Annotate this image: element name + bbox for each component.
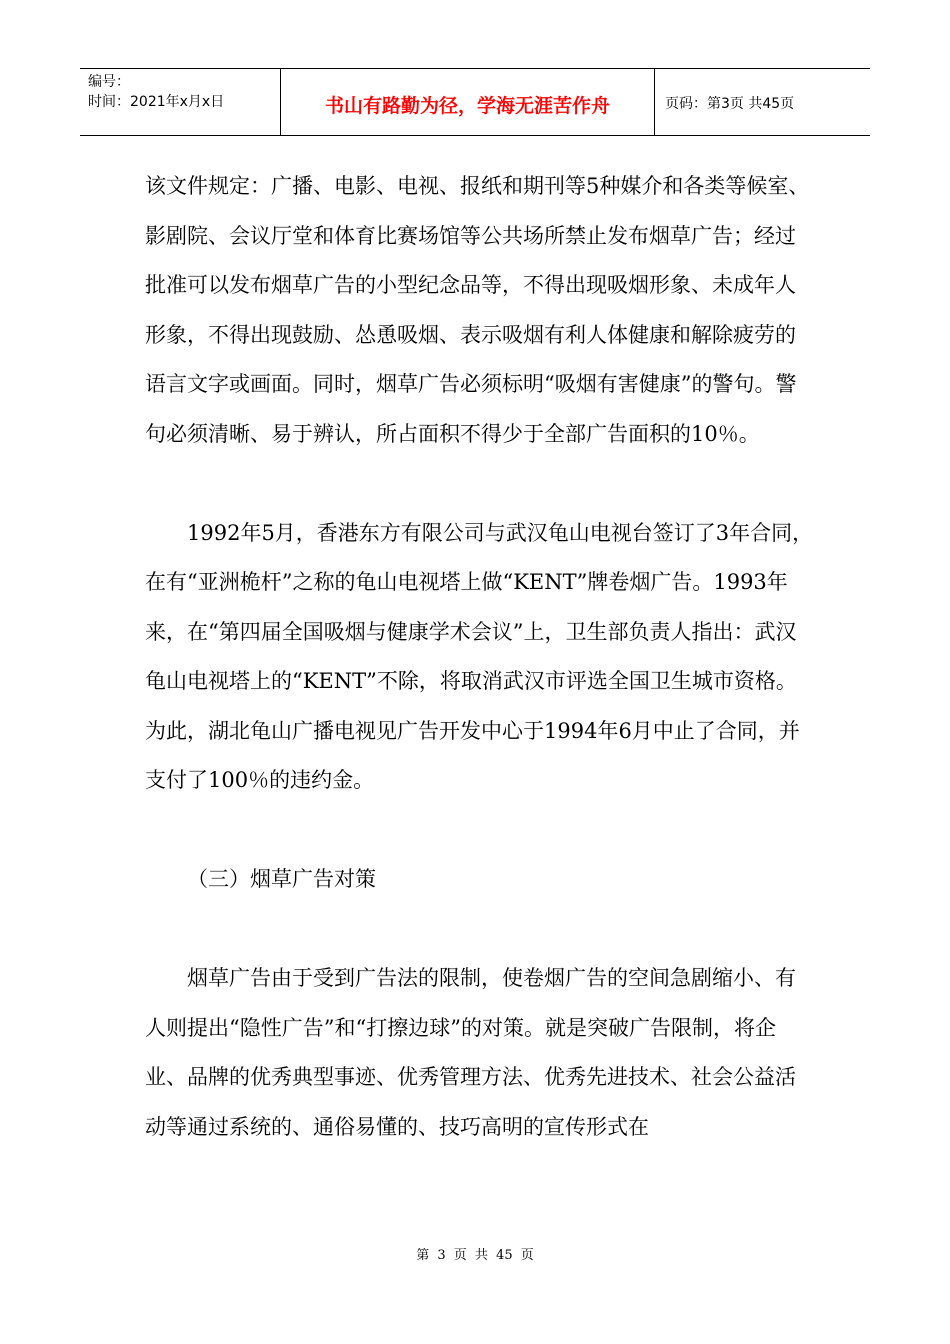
paragraph-gap — [145, 905, 815, 955]
section-heading: （三）烟草广告对策 — [187, 867, 376, 891]
header-meta — [80, 69, 281, 135]
page-header — [80, 68, 870, 136]
paragraph-2: 1992年5月，香港东方有限公司与武汉龟山电视台签订了3年合同，在有“亚洲桅杆”之称的龟山电视塔上做“KENT”牌卷烟广告。1993年来，在“第四届全国吸烟与健康学术会议”上，卫生部负责人指出：武汉龟山电视塔上的“KENT”不除，将取消武汉市评选全国卫生城市资格。为此，湖北龟山广播电视见广告开发中心于1994年6月中止了合同，并支付了100％的违约金。 — [145, 520, 814, 792]
paragraph-1: 该文件规定：广播、电影、电视、报纸和期刊等5种媒介和各类等候室、影剧院、会议厅堂和体育比赛场馆等公共场所禁止发布烟草广告；经过批准可以发布烟草广告的小型纪念品等，不得出现吸烟形象、未成年人形象，不得出现鼓励、怂恿吸烟、表示吸烟有利人体健康和解除疲劳的语言文字或画面。同时，烟草广告必须标明“吸烟有害健康”的警句。警句必须清晰、易于辨认，所占面积不得少于全部广告面积的10％。 — [145, 174, 810, 446]
serial-label: 编号： — [88, 74, 130, 90]
header-motto: 书山有路勤为径，学海无涯苦作舟 — [281, 69, 655, 135]
paragraph-gap — [145, 459, 815, 509]
header-page-info: 页码：第3页 共45页 — [665, 96, 795, 112]
time-label: 时间：2021年x月x日 — [88, 94, 225, 110]
page-footer: 第 3 页 共 45 页 — [416, 1248, 534, 1263]
document-body — [145, 162, 815, 1152]
paragraph-gap — [145, 806, 815, 856]
paragraph-3: 烟草广告由于受到广告法的限制，使卷烟广告的空间急剧缩小、有人则提出“隐性广告”和“打擦边球”的对策。就是突破广告限制，将企业、品牌的优秀典型事迹、优秀管理方法、优秀先进技术、社会公益活动等通过系统的、通俗易懂的、技巧高明的宣传形式在 — [145, 966, 796, 1139]
